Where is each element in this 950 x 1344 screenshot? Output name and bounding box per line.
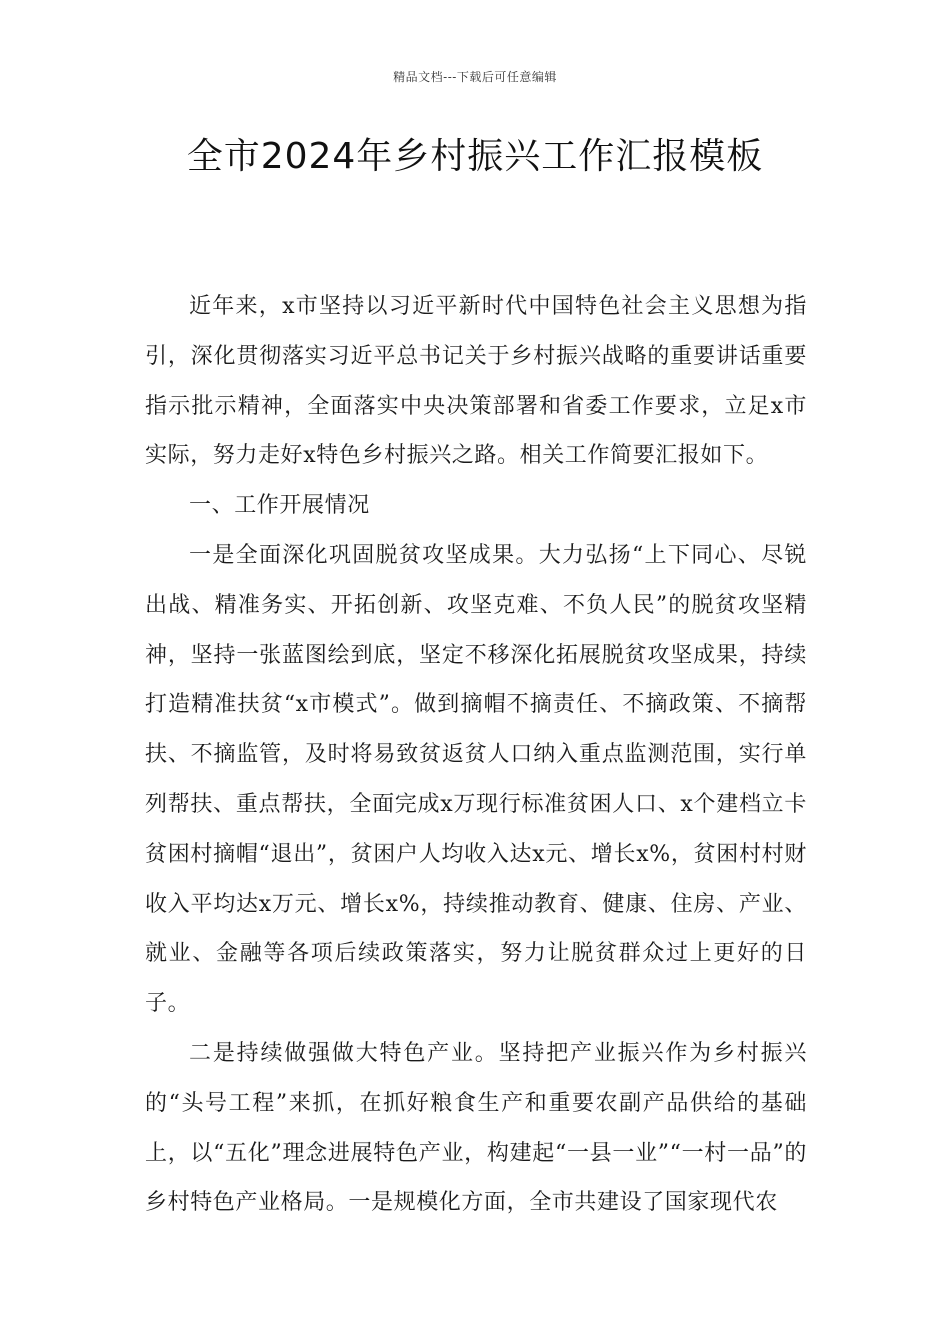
paragraph-poverty: 一是全面深化巩固脱贫攻坚成果。大力弘扬“上下同心、尽锐出战、精准务实、开拓创新、攻坚克难、不负人民”的脱贫攻坚精神，坚持一张蓝图绘到底，坚定不移深化拓展脱贫攻坚成果，持续打造精准扶贫“x市模式”。做到摘帽不摘责任、不摘政策、不摘帮扶、不摘监管，及时将易致贫返贫人口纳入重点监测范围，实行单列帮扶、重点帮扶，全面完成x万现行标准贫困人口、x个建档立卡贫困村摘帽“退出”，贫困户人均收入达x元、增长x%，贫困村村财收入平均达x万元、增长x%，持续推动教育、健康、住房、产业、就业、金融等各项后续政策落实，努力让脱贫群众过上更好的日子。 [145,542,807,1017]
paragraph-industry: 二是持续做强做大特色产业。坚持把产业振兴作为乡村振兴的“头号工程”来抓，在抓好粮食生产和重要农副产品供给的基础上，以“五化”理念进展特色产业，构建起“一县一业”“一村一品”的乡村特色产业格局。一是规模化方面，全市共建设了国家现代农 [145,1040,807,1216]
document-title: 全市2024年乡村振兴工作汇报模板 [186,136,764,177]
document-body [145,282,807,1228]
header-note: 精品文档---下载后可任意编辑 [393,70,557,84]
section-heading: 一、工作开展情况 [189,493,370,519]
paragraph-intro: 近年来，x市坚持以习近平新时代中国特色社会主义思想为指引，深化贯彻落实习近平总书记关于乡村振兴战略的重要讲话重要指示批示精神，全面落实中央决策部署和省委工作要求，立足x市实际，努力走好x特色乡村振兴之路。相关工作简要汇报如下。 [145,294,807,469]
